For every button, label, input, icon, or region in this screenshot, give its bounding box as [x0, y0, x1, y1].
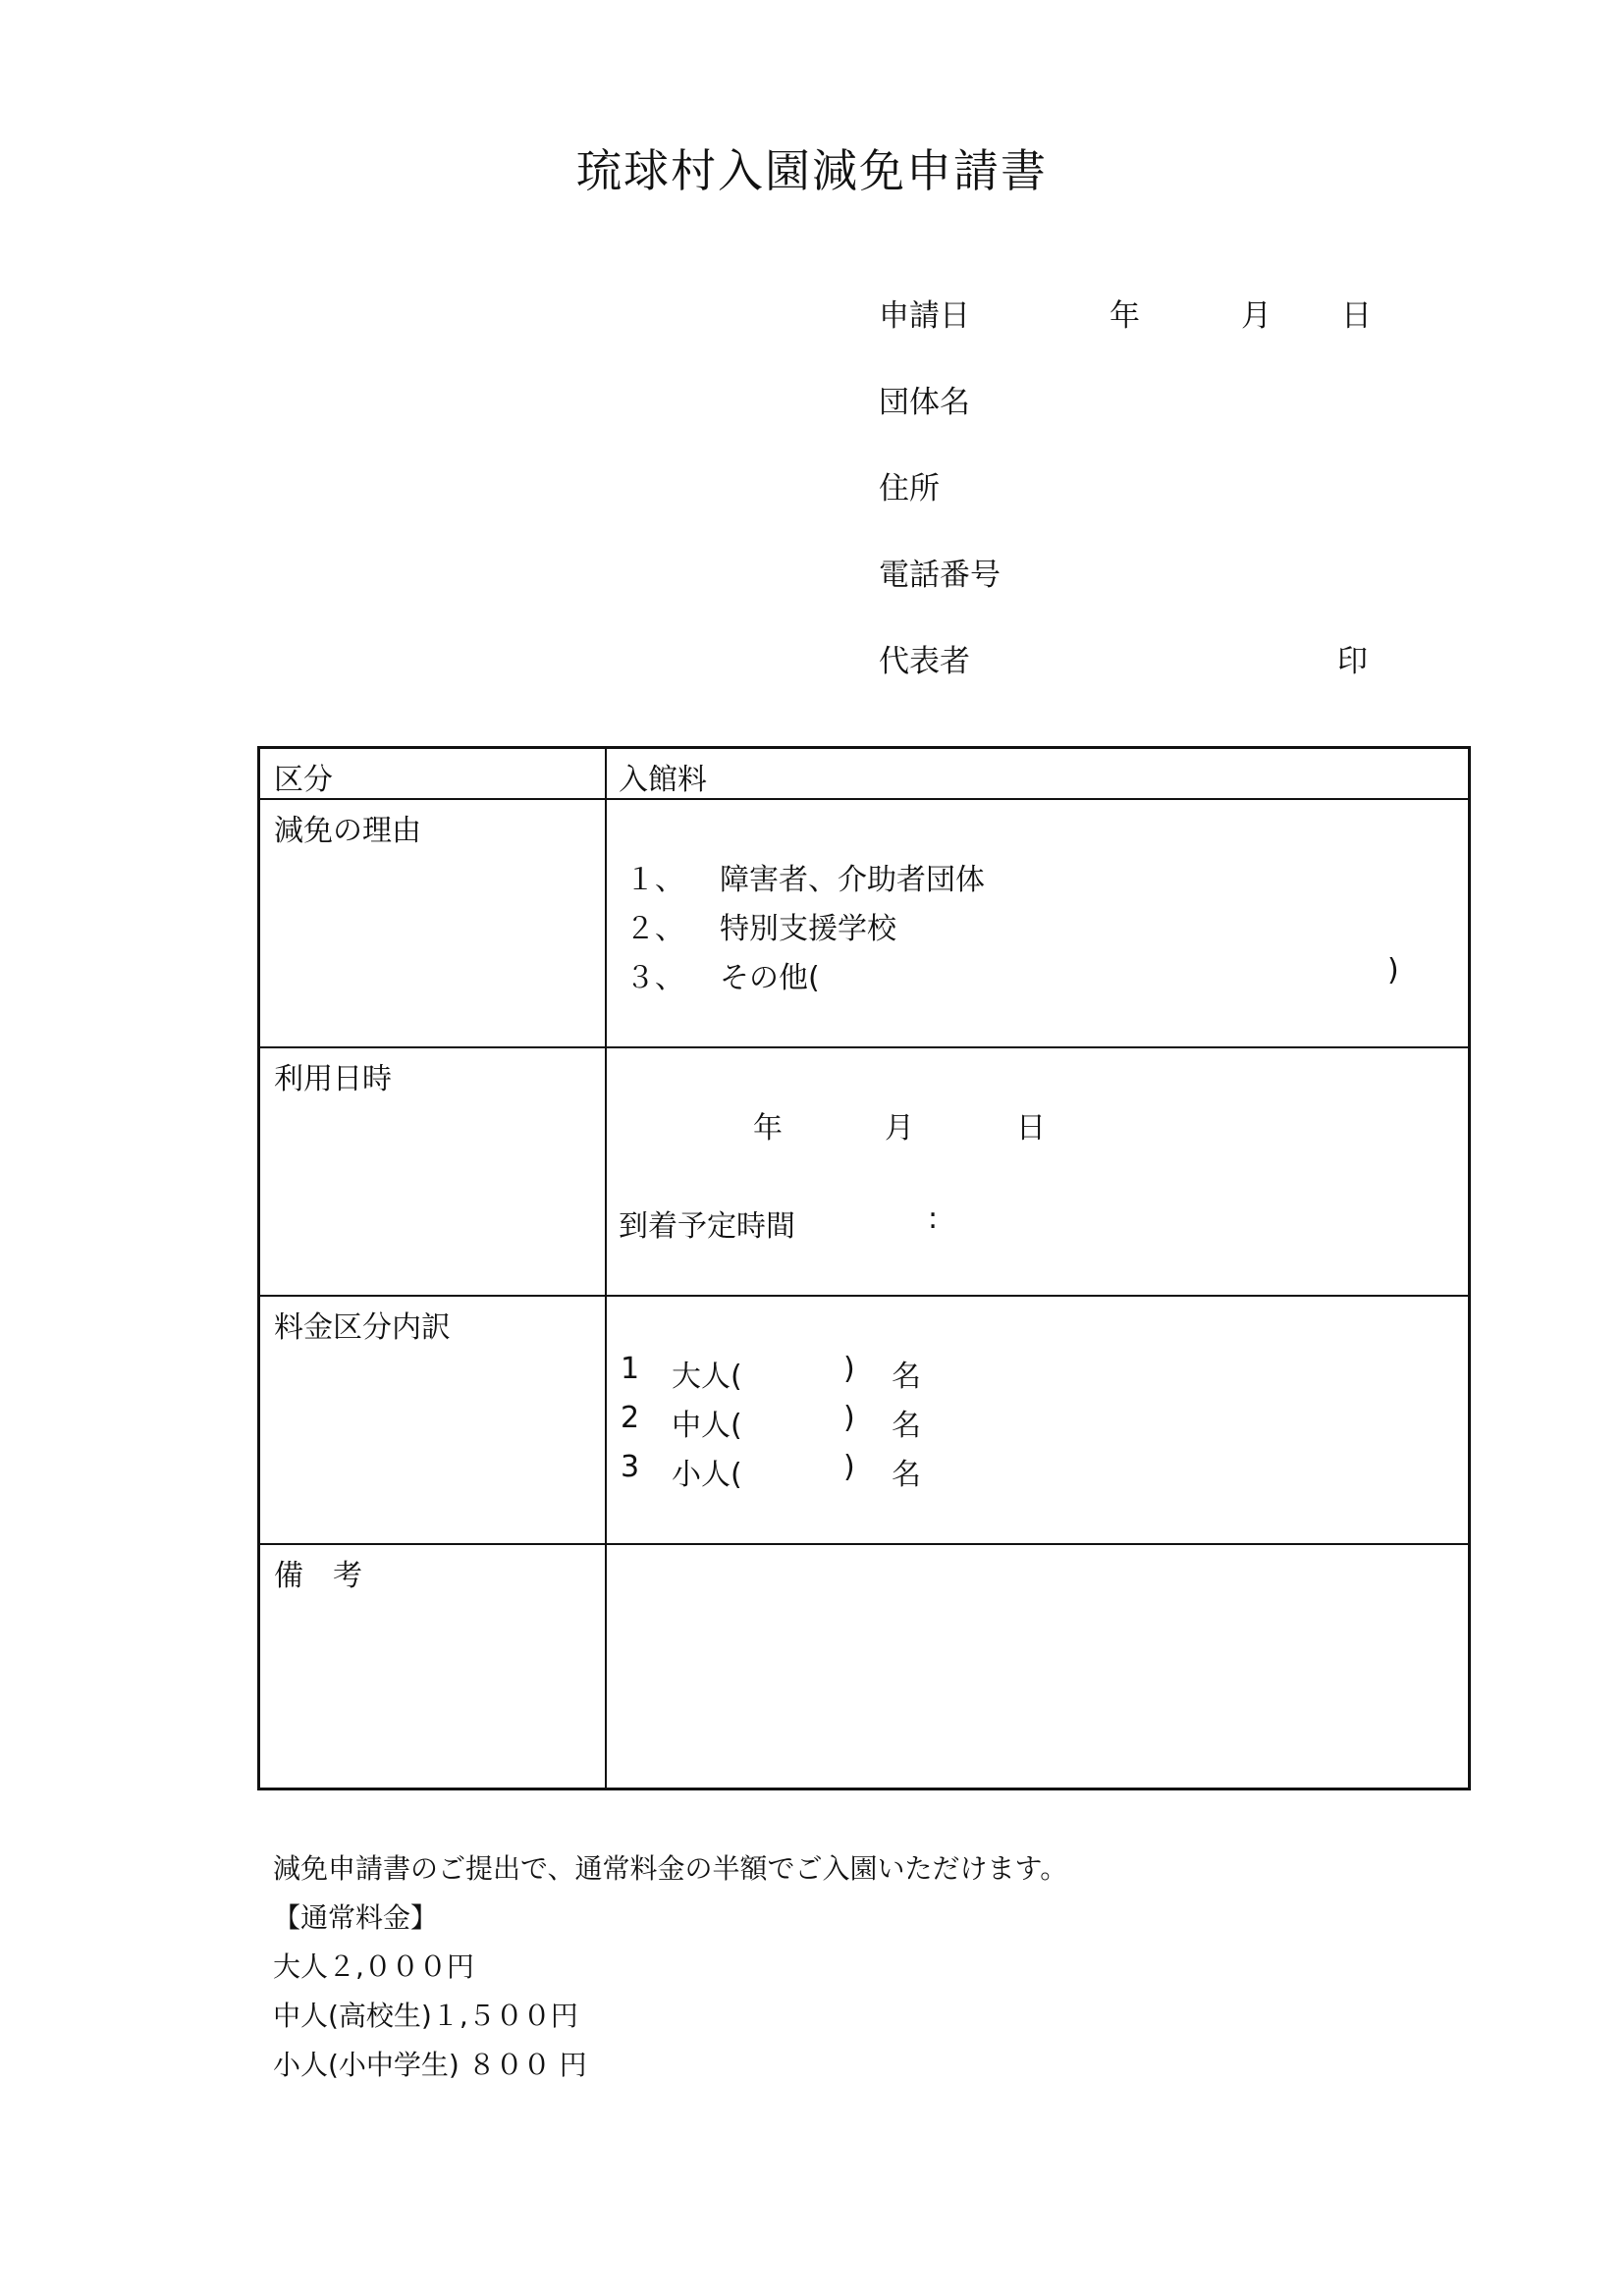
representative-label: 代表者: [879, 644, 970, 679]
fee-close-paren: ): [843, 1401, 855, 1435]
fee-category: 中人(: [672, 1409, 742, 1443]
application-day-label: 日: [1341, 298, 1372, 334]
fee-number: 3: [621, 1450, 640, 1484]
regular-fee-heading: 【通常料金】: [273, 1901, 439, 1934]
table-column-divider: [605, 749, 607, 1788]
application-year-label: 年: [1110, 298, 1140, 334]
table-row-divider: [260, 798, 1468, 800]
phone-number-label: 電話番号: [879, 558, 1001, 593]
fee-unit: 名: [892, 1458, 921, 1492]
fee-close-paren: ): [843, 1450, 855, 1484]
reason-close-paren: ): [1387, 953, 1399, 988]
fee-number: 1: [621, 1352, 640, 1386]
seal-mark: 印: [1337, 644, 1368, 679]
fee-category: 小人(: [672, 1458, 742, 1492]
usage-year-label: 年: [753, 1111, 783, 1146]
fee-close-paren: ): [843, 1352, 855, 1386]
usage-datetime-label: 利用日時: [274, 1062, 392, 1096]
reason-number: ３、: [625, 961, 684, 995]
fee-category: 大人(: [672, 1360, 742, 1394]
page-title: 琉球村入園減免申請書: [576, 144, 1048, 197]
price-adult: 大人２,０００円: [273, 1950, 474, 1983]
reason-text: その他(: [720, 961, 820, 995]
usage-month-label: 月: [885, 1111, 914, 1146]
remarks-label: 備 考: [274, 1559, 362, 1593]
fee-unit: 名: [892, 1360, 921, 1394]
price-middle: 中人(高校生)１,５００円: [273, 2000, 578, 2032]
arrival-time-colon: :: [928, 1201, 939, 1236]
reason-text: 障害者、介助者団体: [720, 863, 985, 897]
discount-note: 減免申請書のご提出で、通常料金の半額でご入園いただけます。: [273, 1852, 1068, 1885]
fee-unit: 名: [892, 1409, 921, 1443]
application-date-label: 申請日: [879, 298, 970, 334]
reason-number: ２、: [625, 912, 684, 946]
fee-breakdown-label: 料金区分内訳: [274, 1310, 451, 1345]
reduction-reason-label: 減免の理由: [274, 814, 421, 848]
table-row-divider: [260, 1543, 1468, 1545]
table-row-divider: [260, 1046, 1468, 1048]
admission-fee-value: 入館料: [619, 763, 707, 797]
address-label: 住所: [879, 471, 940, 507]
price-child: 小人(小中学生) ８００ 円: [273, 2049, 587, 2081]
application-table: [257, 746, 1471, 1790]
reason-text: 特別支援学校: [720, 912, 896, 946]
application-month-label: 月: [1241, 298, 1272, 334]
table-row-divider: [260, 1295, 1468, 1297]
usage-day-label: 日: [1016, 1111, 1046, 1146]
fee-number: 2: [621, 1401, 640, 1435]
category-label: 区分: [274, 763, 333, 797]
arrival-time-label: 到着予定時間: [619, 1209, 795, 1244]
group-name-label: 団体名: [879, 385, 970, 420]
reason-number: １、: [625, 863, 684, 897]
